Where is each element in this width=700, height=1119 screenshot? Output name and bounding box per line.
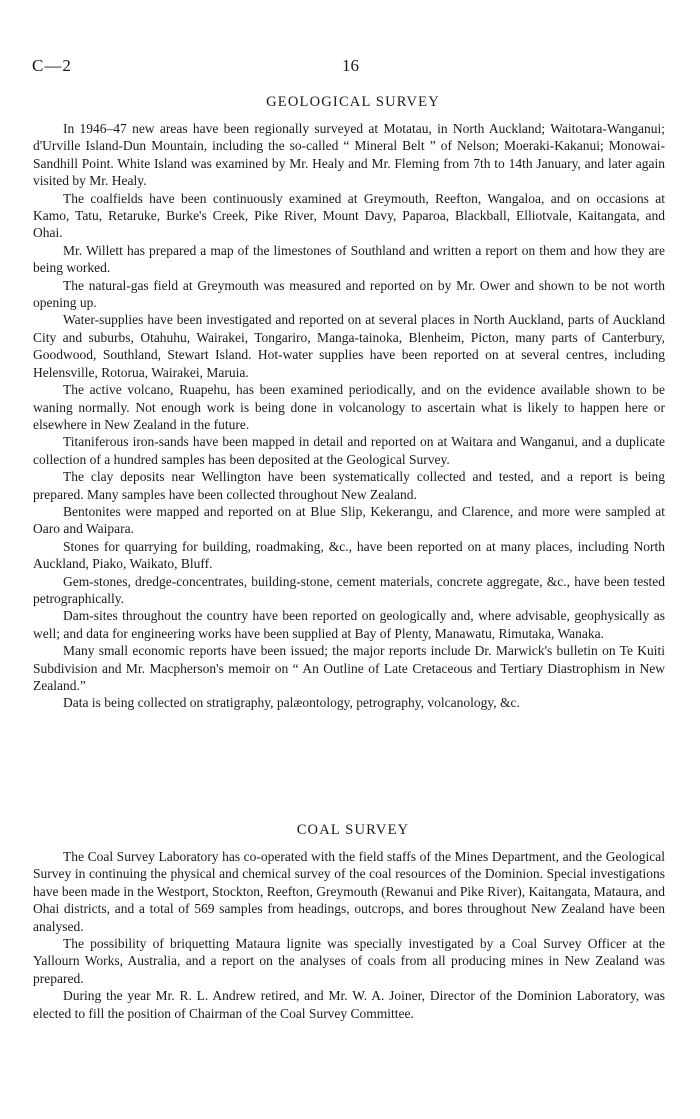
coal-survey-heading: COAL SURVEY bbox=[296, 822, 410, 838]
page-number: 16 bbox=[342, 56, 359, 75]
coal-survey-body bbox=[33, 848, 665, 1022]
paragraph: Many small economic reports have been issued; the major reports include Dr. Marwick's bulletin on Te Kuiti Subdivision and Mr. Macpherson's memoir on “ An Outline of Late Cretaceous and Tertiary Diastrophism in New Zealand.” bbox=[33, 643, 665, 693]
page-reference: C—2 bbox=[32, 56, 72, 75]
paragraph: Titaniferous iron-sands have been mapped in detail and reported on at Waitara and Wanganui, and a duplicate collection of a hundred samples has been deposited at the Geological Survey. bbox=[33, 434, 665, 467]
paragraph: Stones for quarrying for building, roadmaking, &c., have been reported on at many places, including North Auckland, Piako, Waikato, Bluff. bbox=[33, 538, 665, 572]
paragraph: In 1946–47 new areas have been regionally surveyed at Motatau, in North Auckland; Waitotara-Wanganui; d'Urville Island-Dun Mountain, including the so-called “ Mineral Belt ” of Nelson; Moeraki-Kakanui; Monowai-Sandhill Point. White Island was examined by Mr. Healy and Mr. Fleming from 7th to 14th January, and later again visited by Mr. Healy. bbox=[33, 121, 665, 189]
paragraph: The coalfields have been continuously examined at Greymouth, Reefton, Wangaloa, and on occasions at Kamo, Tatu, Retaruke, Burke's Creek, Pike River, Mount Davy, Paparoa, Blackball, Elliotvale, Kaitangata, and Ohai. bbox=[33, 190, 665, 241]
paragraph: The clay deposits near Wellington have been systematically collected and tested, and a report is being prepared. Many samples have been collected throughout New Zealand. bbox=[33, 469, 665, 502]
page-header bbox=[32, 56, 652, 76]
geological-survey-heading: GEOLOGICAL SURVEY bbox=[266, 94, 440, 110]
paragraph: Gem-stones, dredge-concentrates, building-stone, cement materials, concrete aggregate, &c., have been tested petrographically. bbox=[33, 573, 665, 606]
paragraph: The active volcano, Ruapehu, has been examined periodically, and on the evidence available shown to be waning normally. Not enough work is being done in volcanology to ascertain what is likely to happen here or elsewhere in New Zealand in the future. bbox=[33, 382, 665, 432]
paragraph: Data is being collected on stratigraphy, palæontology, petrography, volcanology, &c. bbox=[63, 695, 520, 711]
paragraph: Dam-sites throughout the country have been reported on geologically and, where advisable, geophysically as well; and data for engineering works have been supplied at Bay of Plenty, Manawatu, Rimutaka, Wanaka. bbox=[33, 608, 665, 641]
paragraph: The Coal Survey Laboratory has co-operated with the field staffs of the Mines Department, and the Geological Survey in continuing the physical and chemical survey of the coal resources of the Dominion. Special investigations have been made in the Westport, Stockton, Reefton, Greymouth (Rewanui and Pike River), Kaitangata, Mataura, and Ohai districts, and a total of 569 samples from headings, outcrops, and bores throughout New Zealand have been analysed. bbox=[33, 849, 665, 934]
paragraph: Mr. Willett has prepared a map of the limestones of Southland and written a report on them and how they are being worked. bbox=[33, 242, 665, 276]
paragraph: Water-supplies have been investigated and reported on at several places in North Auckland, parts of Auckland City and suburbs, Otahuhu, Wairakei, Tongariro, Manga-tainoka, Blenheim, Picton, many parts of Canterbury, Goodwood, Southland, Stewart Island. Hot-water supplies have been reported on at several centres, including Helensville, Rotorua, Wairakei, Maruia. bbox=[33, 312, 665, 380]
geological-survey-body bbox=[33, 120, 665, 712]
paragraph: Bentonites were mapped and reported on at Blue Slip, Kekerangu, and Clarence, and more were sampled at Oaro and Waipara. bbox=[33, 503, 665, 537]
paragraph: The possibility of briquetting Mataura lignite was specially investigated by a Coal Survey Officer at the Yallourn Works, Australia, and a report on the analyses of coals from all producing mines in New Zealand was prepared. bbox=[33, 936, 665, 986]
paragraph: The natural-gas field at Greymouth was measured and reported on by Mr. Ower and shown to be not worth opening up. bbox=[33, 277, 665, 311]
paragraph: During the year Mr. R. L. Andrew retired, and Mr. W. A. Joiner, Director of the Dominion Laboratory, was elected to fill the position of Chairman of the Coal Survey Committee. bbox=[33, 988, 665, 1021]
